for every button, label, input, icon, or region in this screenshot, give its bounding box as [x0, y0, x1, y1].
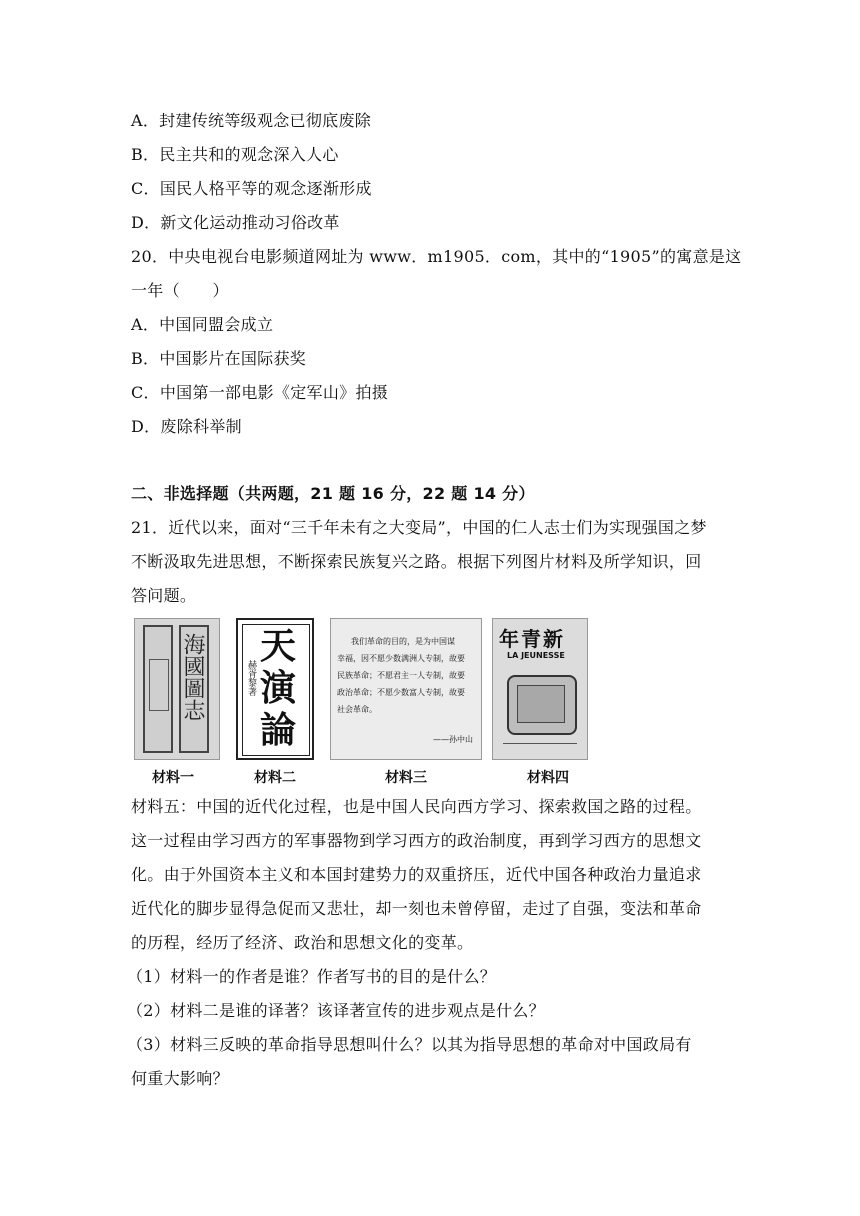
q21-subquestion-3-line2: 何重大影响？ — [131, 1069, 229, 1088]
material3-text-line2: 幸福，因不愿少数满洲人专制，故要 — [337, 654, 465, 663]
material4-caption: 材料四 — [527, 770, 569, 786]
material4-title: 年青新 — [499, 627, 565, 651]
q20-stem-line2: 一年（ ） — [131, 281, 229, 300]
q19-option-b: B．民主共和的观念深入人心 — [131, 145, 339, 164]
q19-option-c: C．国民人格平等的观念逐渐形成 — [131, 179, 372, 198]
material1-title-text: 海國圖志 — [180, 633, 205, 721]
q20-option-b: B．中国影片在国际获奖 — [131, 349, 307, 368]
material3-text-line5: 社会革命。 — [337, 705, 377, 714]
q20-option-d: D．废除科举制 — [131, 417, 242, 436]
material3-text-line4: 政治革命；不愿少数富人专制，故要 — [337, 688, 465, 697]
material5-line2: 这一过程由学习西方的军事器物到学习西方的政治制度，再到学习西方的思想文 — [131, 831, 702, 850]
material2-caption: 材料二 — [254, 770, 296, 786]
material1-caption: 材料一 — [152, 770, 194, 786]
material5-line4: 近代化的脚步显得急促而又悲壮，却一刻也未曾停留，走过了自强，变法和革命 — [131, 899, 702, 918]
material1-image — [134, 618, 220, 760]
material4-subtitle: LA JEUNESSE — [507, 651, 565, 660]
q21-subquestion-2: （2）材料二是谁的译著？该译著宣传的进步观点是什么？ — [127, 1001, 545, 1020]
q20-option-c: C．中国第一部电影《定军山》拍摄 — [131, 383, 389, 402]
material2-title-char-1: 天 — [260, 625, 297, 667]
q20-option-a: A．中国同盟会成立 — [131, 315, 274, 334]
material2-title-char-2: 演 — [260, 667, 297, 709]
q19-option-a: A．封建传统等级观念已彻底废除 — [131, 111, 372, 130]
material2-title-char-3: 論 — [260, 709, 297, 751]
q21-stem-line3: 答问题。 — [131, 586, 197, 605]
material5-line1: 材料五：中国的近代化过程，也是中国人民向西方学习、探索救国之路的过程。 — [131, 797, 702, 816]
material4-image — [492, 618, 588, 760]
material2-side-text: 赫胥黎著 — [246, 660, 256, 696]
q19-option-d: D．新文化运动推动习俗改革 — [131, 213, 340, 232]
section2-heading: 二、非选择题（共两题，21 题 16 分，22 题 14 分） — [131, 484, 535, 503]
material2-image — [236, 618, 314, 760]
q21-subquestion-3-line1: （3）材料三反映的革命指导思想叫什么？以其为指导思想的革命对中国政局有 — [127, 1035, 692, 1054]
q21-subquestion-1: （1）材料一的作者是谁？作者写书的目的是什么？ — [127, 967, 497, 986]
q21-stem-line2: 不断汲取先进思想，不断探索民族复兴之路。根据下列图片材料及所学知识，回 — [131, 552, 702, 571]
material5-line5: 的历程，经历了经济、政治和思想文化的变革。 — [131, 933, 474, 952]
material3-text-line1: 我们革命的目的，是为中国谋 — [351, 637, 455, 646]
q21-stem-line1: 21．近代以来，面对“三千年未有之大变局”，中国的仁人志士们为实现强国之梦 — [131, 518, 707, 537]
material3-text-line3: 民族革命；不愿君主一人专制，故要 — [337, 671, 465, 680]
material3-image — [330, 618, 482, 760]
material3-signature: ——孙中山 — [433, 735, 473, 744]
material3-caption: 材料三 — [385, 770, 427, 786]
q20-stem-line1: 20．中央电视台电影频道网址为 www．m1905．com，其中的“1905”的寓意是这 — [131, 247, 742, 266]
material5-line3: 化。由于外国资本主义和本国封建势力的双重挤压，近代中国各种政治力量追求 — [131, 865, 702, 884]
